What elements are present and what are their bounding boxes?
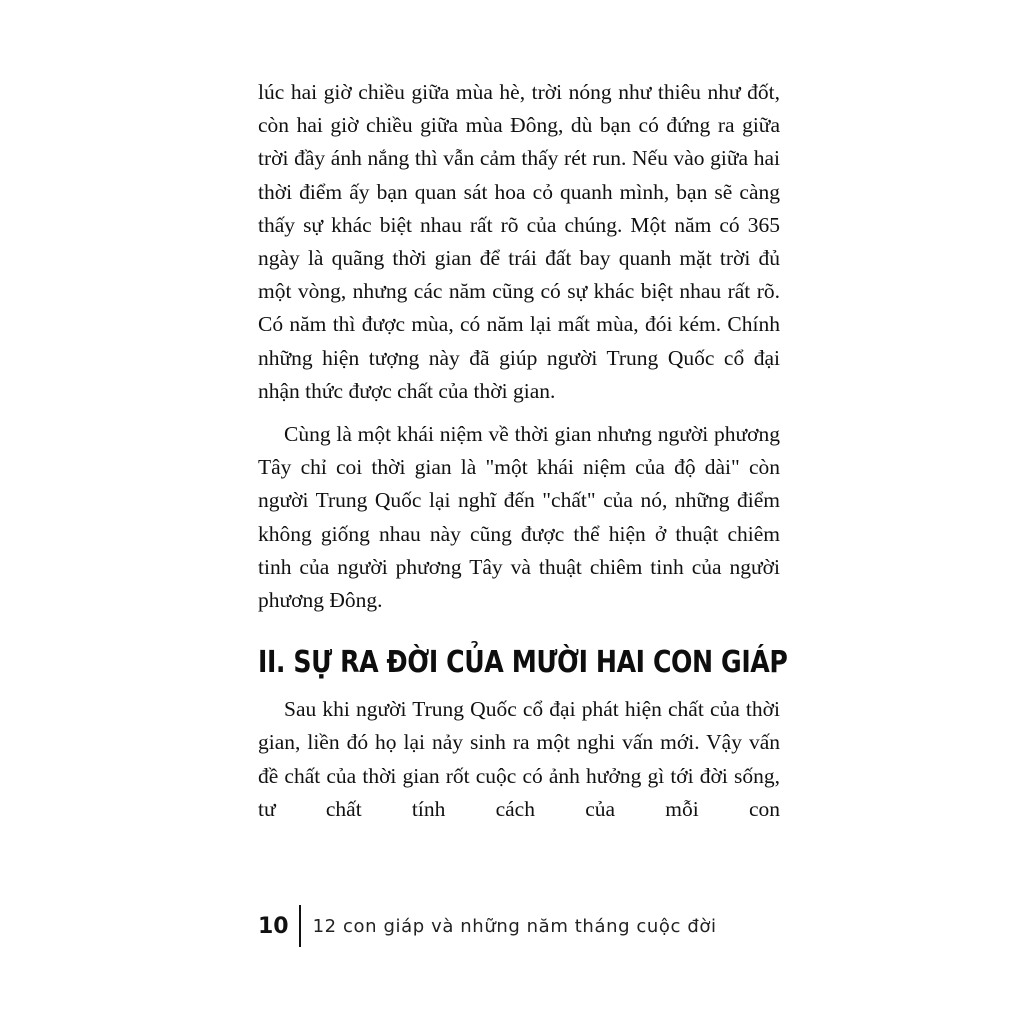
- body-text: [258, 76, 788, 826]
- page-number: 10: [258, 913, 289, 939]
- page-footer: [258, 904, 717, 948]
- running-title: 12 con giáp và những năm tháng cuộc đời: [312, 915, 717, 937]
- section-paragraph: Sau khi người Trung Quốc cổ đại phát hiện chất của thời gian, liền đó họ lại nảy sinh ra một nghi vấn mới. Vậy vấn đề chất của thời gian rốt cuộc có ảnh hưởng gì tới đời sống, tư chất tính cách của mỗi con: [258, 697, 780, 821]
- paragraph-continued: lúc hai giờ chiều giữa mùa hè, trời nóng như thiêu như đốt, còn hai giờ chiều giữa mùa Đông, dù bạn có đứng ra giữa trời đầy ánh nắng thì vẫn cảm thấy rét run. Nếu vào giữa hai thời điểm ấy bạn quan sát hoa cỏ quanh mình, bạn sẽ càng thấy sự khác biệt nhau rất rõ của chúng. Một năm có 365 ngày là quãng thời gian để trái đất bay quanh mặt trời đủ một vòng, nhưng các năm cũng có sự khác biệt nhau rất rõ. Có năm thì được mùa, có năm lại mất mùa, đói kém. Chính những hiện tượng này đã giúp người Trung Quốc cổ đại nhận thức được chất của thời gian.: [258, 80, 780, 403]
- paragraph-time-concept: Cùng là một khái niệm về thời gian nhưng người phương Tây chỉ coi thời gian là "một khái niệm của độ dài" còn người Trung Quốc lại nghĩ đến "chất" của nó, những điểm không giống nhau này cũng được thể hiện ở thuật chiêm tinh của người phương Tây và thuật chiêm tinh của người phương Đông.: [258, 422, 780, 613]
- section-heading: II. SỰ RA ĐỜI CỦA MƯỜI HAI CON GIÁP: [258, 645, 788, 681]
